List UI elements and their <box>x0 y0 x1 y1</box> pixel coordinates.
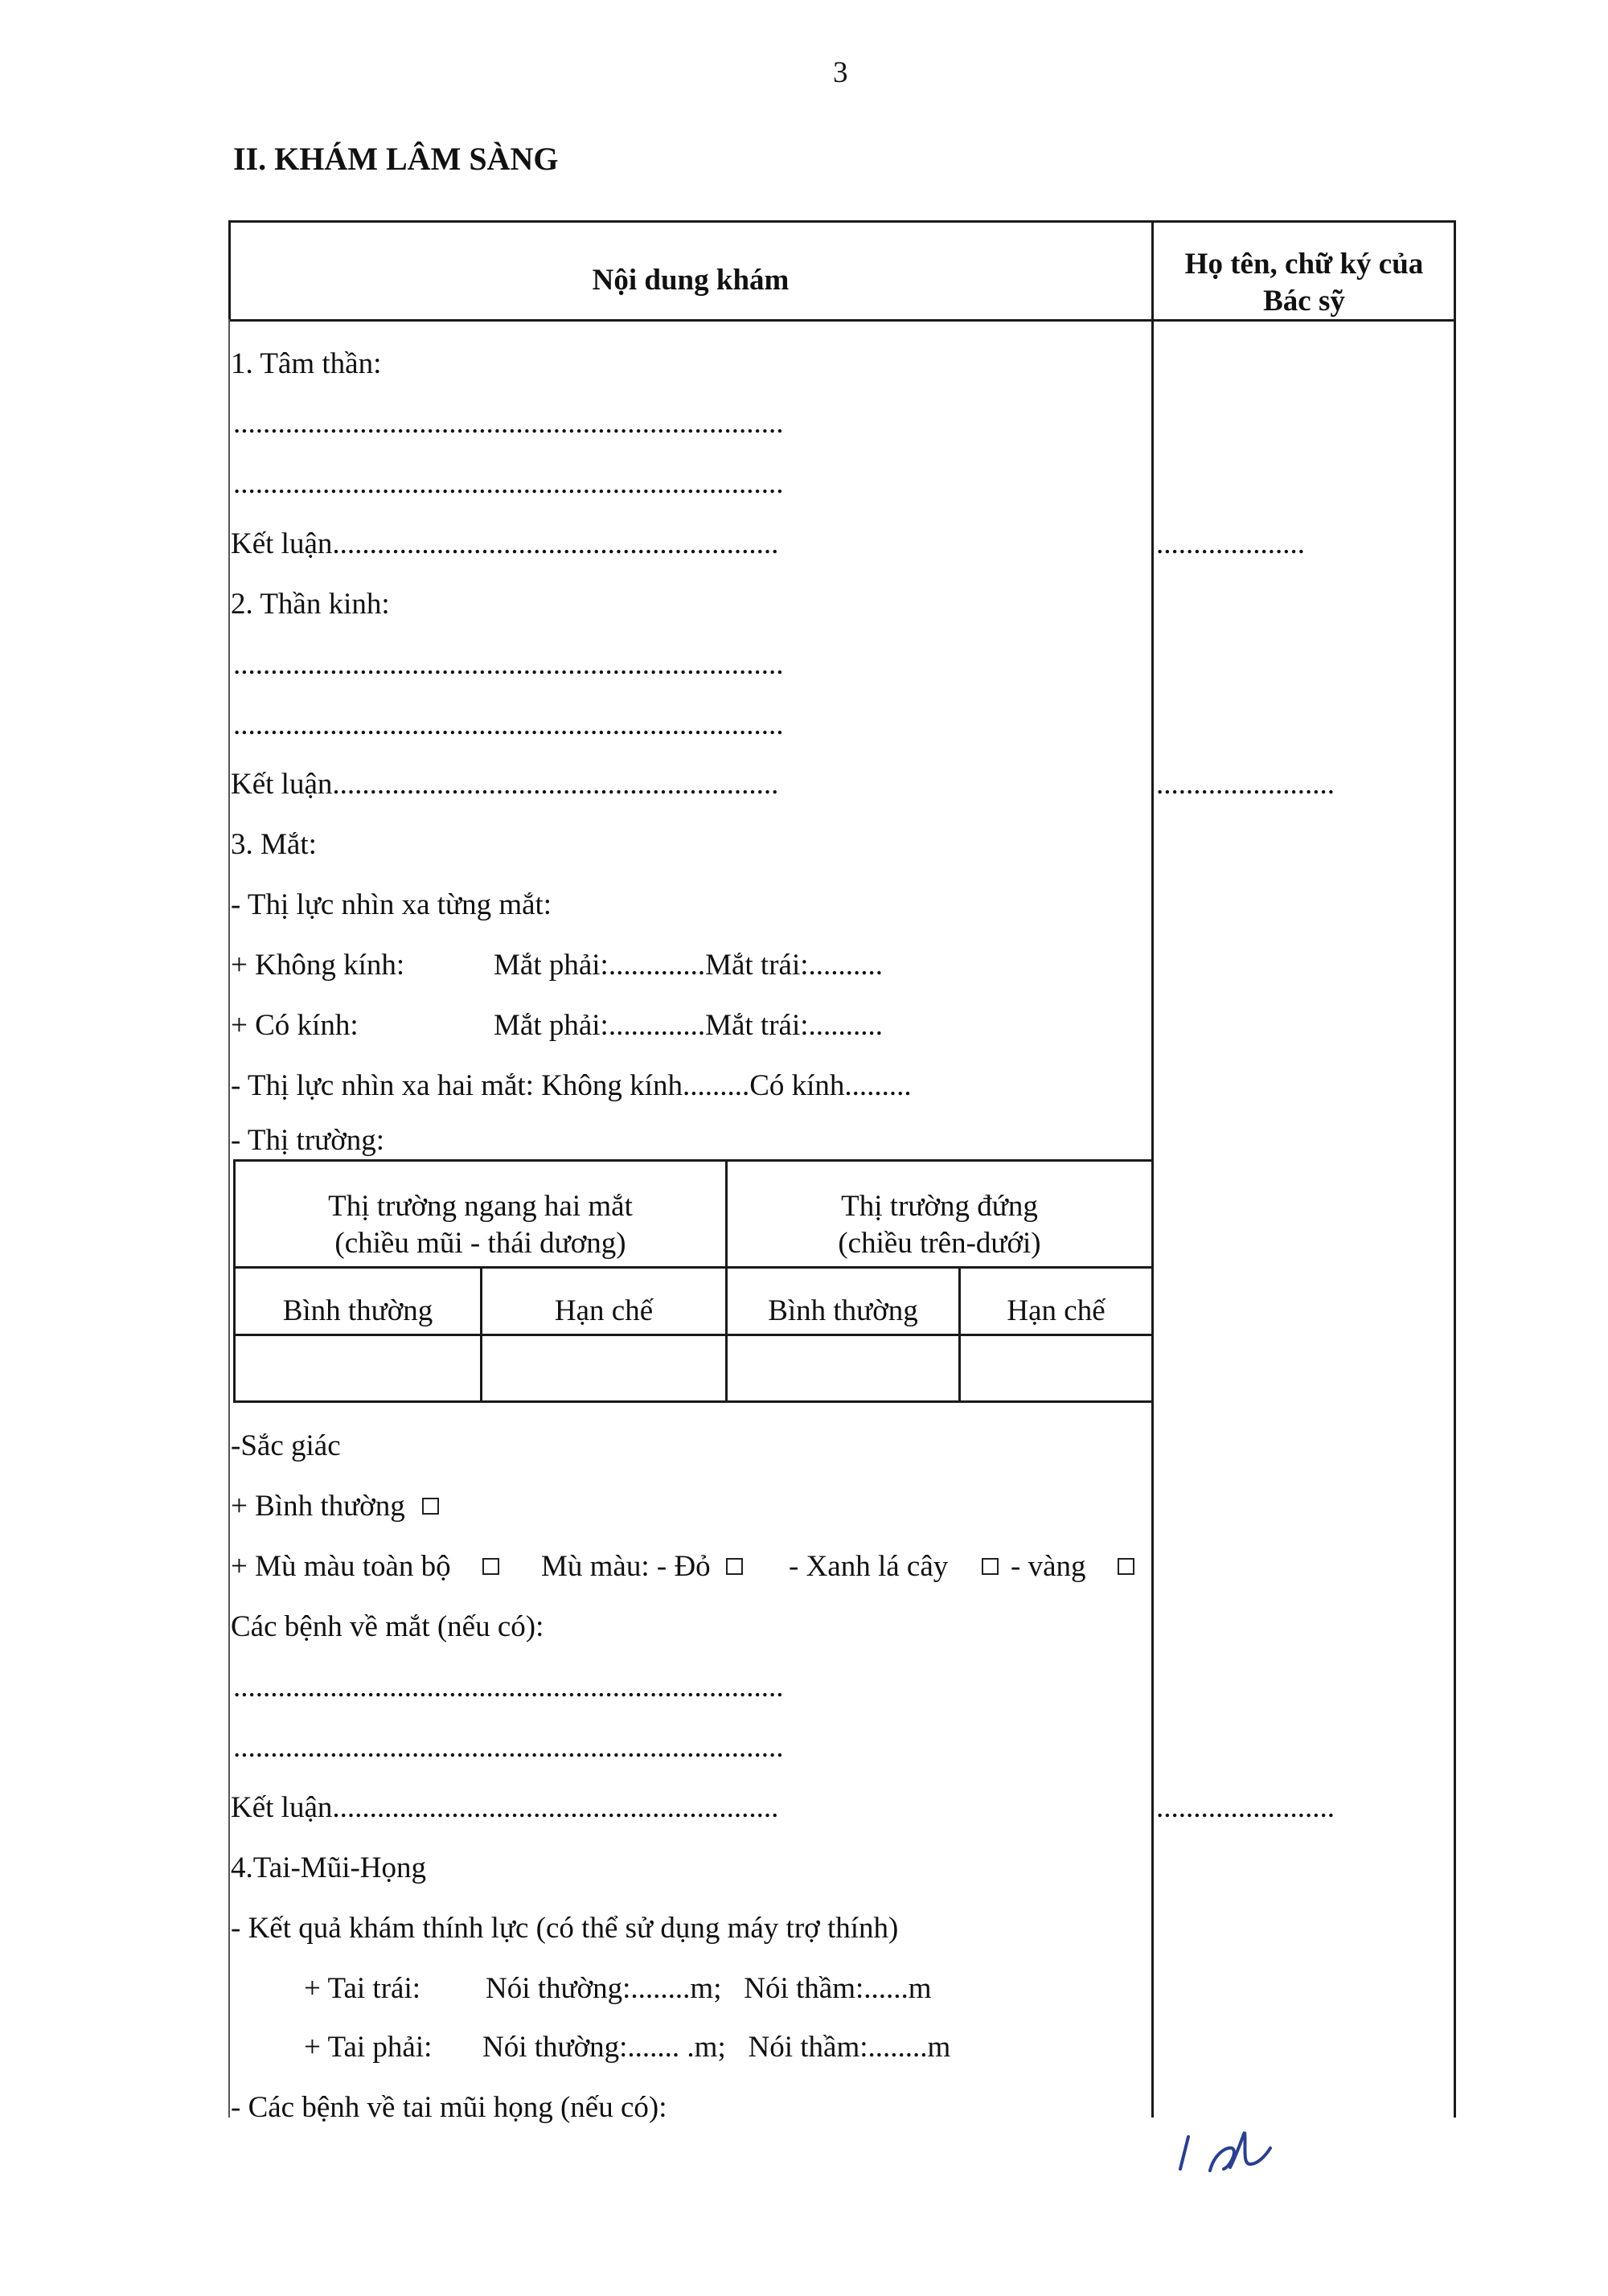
handwritten-initials <box>1166 2122 1286 2187</box>
vf-sub-normal-vertical: Bình thường <box>768 1294 918 1327</box>
eyes-doctor-signature-field[interactable]: ........................ <box>1156 1791 1335 1824</box>
neuro-dots-1[interactable]: .......................................................................... <box>233 648 784 681</box>
vf-sub-limited-horizontal: Hạn chế <box>554 1294 654 1327</box>
header-doctor-line2: Bác sỹ <box>1263 285 1345 318</box>
table-left-border-header <box>228 220 231 319</box>
color-yellow-checkbox[interactable] <box>1118 1558 1134 1575</box>
ent-hearing-title: - Kết quả khám thính lực (có thể sử dụng máy trợ thính) <box>231 1912 899 1945</box>
vf-cell-limited-vertical[interactable] <box>961 1336 1151 1400</box>
ent-right-ear-label: + Tai phải: <box>304 2031 433 2064</box>
ent-diseases-title: - Các bệnh về tai mũi họng (nếu có): <box>231 2091 667 2124</box>
vf-h1-line2: (chiều mũi - thái dương) <box>334 1227 626 1260</box>
table-right-border <box>1454 220 1456 2118</box>
vf-cell-limited-horizontal[interactable] <box>482 1336 725 1400</box>
color-normal-checkbox[interactable] <box>422 1498 439 1515</box>
color-total-option[interactable] <box>231 1552 499 1581</box>
vf-sub-normal-horizontal: Bình thường <box>282 1294 433 1327</box>
color-red-option[interactable] <box>541 1552 743 1581</box>
vf-header-divider <box>233 1266 1154 1269</box>
header-exam-content: Nội dung khám <box>592 264 790 297</box>
eye-diseases-dots-2[interactable]: .......................................................................... <box>233 1731 784 1764</box>
table-left-border <box>228 319 230 2118</box>
color-green-checkbox[interactable] <box>982 1558 999 1575</box>
eyes-with-glasses-label: + Có kính: <box>231 1009 359 1042</box>
neuro-dots-2[interactable]: .......................................................................... <box>233 708 784 741</box>
vf-h2-line1: Thị trường đứng <box>841 1190 1038 1223</box>
color-partial-label: Mù màu: - Đỏ <box>541 1550 711 1583</box>
table-top-border <box>228 220 1456 223</box>
eyes-no-glasses-values[interactable]: Mắt phải:.............Mắt trái:.......... <box>494 949 884 982</box>
vf-bottom-border <box>233 1400 1154 1403</box>
eyes-acuity-both[interactable]: - Thị lực nhìn xa hai mắt: Không kính.........Có kính......... <box>231 1069 912 1102</box>
page-number: 3 <box>833 56 848 89</box>
ent-right-ear-values[interactable]: Nói thường:....... .m; Nói thầm:........m <box>482 2031 951 2064</box>
vf-cell-normal-vertical[interactable] <box>728 1336 958 1400</box>
header-doctor-line1: Họ tên, chữ ký của <box>1184 248 1424 281</box>
color-green-label: - Xanh lá cây <box>789 1550 949 1583</box>
color-yellow-option[interactable] <box>1011 1552 1134 1581</box>
color-red-checkbox[interactable] <box>726 1558 743 1575</box>
mental-dots-2[interactable]: .......................................................................... <box>233 467 784 500</box>
ent-left-ear-values[interactable]: Nói thường:........m; Nói thầm:......m <box>486 1972 932 2005</box>
vf-sub-limited-vertical: Hạn chế <box>1007 1294 1106 1327</box>
section-title: II. KHÁM LÂM SÀNG <box>233 141 559 177</box>
mental-dots-1[interactable]: .......................................................................... <box>233 407 784 440</box>
color-total-checkbox[interactable] <box>482 1558 499 1575</box>
eyes-no-glasses-label: + Không kính: <box>231 949 405 982</box>
vf-h1-line1: Thị trường ngang hai mắt <box>328 1190 633 1223</box>
neuro-doctor-signature-field[interactable]: ........................ <box>1156 768 1335 801</box>
eyes-with-glasses-values[interactable]: Mắt phải:.............Mắt trái:.......... <box>494 1009 884 1042</box>
color-normal-option[interactable] <box>231 1491 439 1521</box>
color-normal-label: + Bình thường <box>231 1490 405 1523</box>
vf-top-border <box>233 1159 1154 1162</box>
color-yellow-label: - vàng <box>1011 1550 1086 1583</box>
color-total-label: + Mù màu toàn bộ <box>231 1550 451 1583</box>
mental-title: 1. Tâm thần: <box>231 347 382 380</box>
neuro-title: 2. Thần kinh: <box>231 588 390 621</box>
eyes-conclusion[interactable]: Kết luận............................................................ <box>231 1791 779 1824</box>
eyes-field-title: - Thị trường: <box>231 1124 385 1157</box>
neuro-conclusion[interactable]: Kết luận............................................................ <box>231 768 779 801</box>
color-vision-title: -Sắc giác <box>231 1429 341 1462</box>
eyes-title: 3. Mắt: <box>231 828 317 861</box>
eye-diseases-dots-1[interactable]: .......................................................................... <box>233 1671 784 1704</box>
vf-h2-line2: (chiều trên-dưới) <box>838 1227 1041 1260</box>
vf-right-border <box>1151 1159 1154 1403</box>
eye-diseases-title: Các bệnh về mắt (nếu có): <box>231 1610 544 1643</box>
table-header-divider <box>228 319 1456 322</box>
color-green-option[interactable] <box>789 1552 999 1581</box>
mental-doctor-signature-field[interactable]: .................... <box>1156 527 1305 560</box>
mental-conclusion[interactable]: Kết luận............................................................ <box>231 527 779 560</box>
eyes-acuity-each: - Thị lực nhìn xa từng mắt: <box>231 888 552 921</box>
ent-title: 4.Tai-Mũi-Họng <box>231 1851 427 1884</box>
vf-cell-normal-horizontal[interactable] <box>236 1336 480 1400</box>
ent-left-ear-label: + Tai trái: <box>304 1972 421 2005</box>
